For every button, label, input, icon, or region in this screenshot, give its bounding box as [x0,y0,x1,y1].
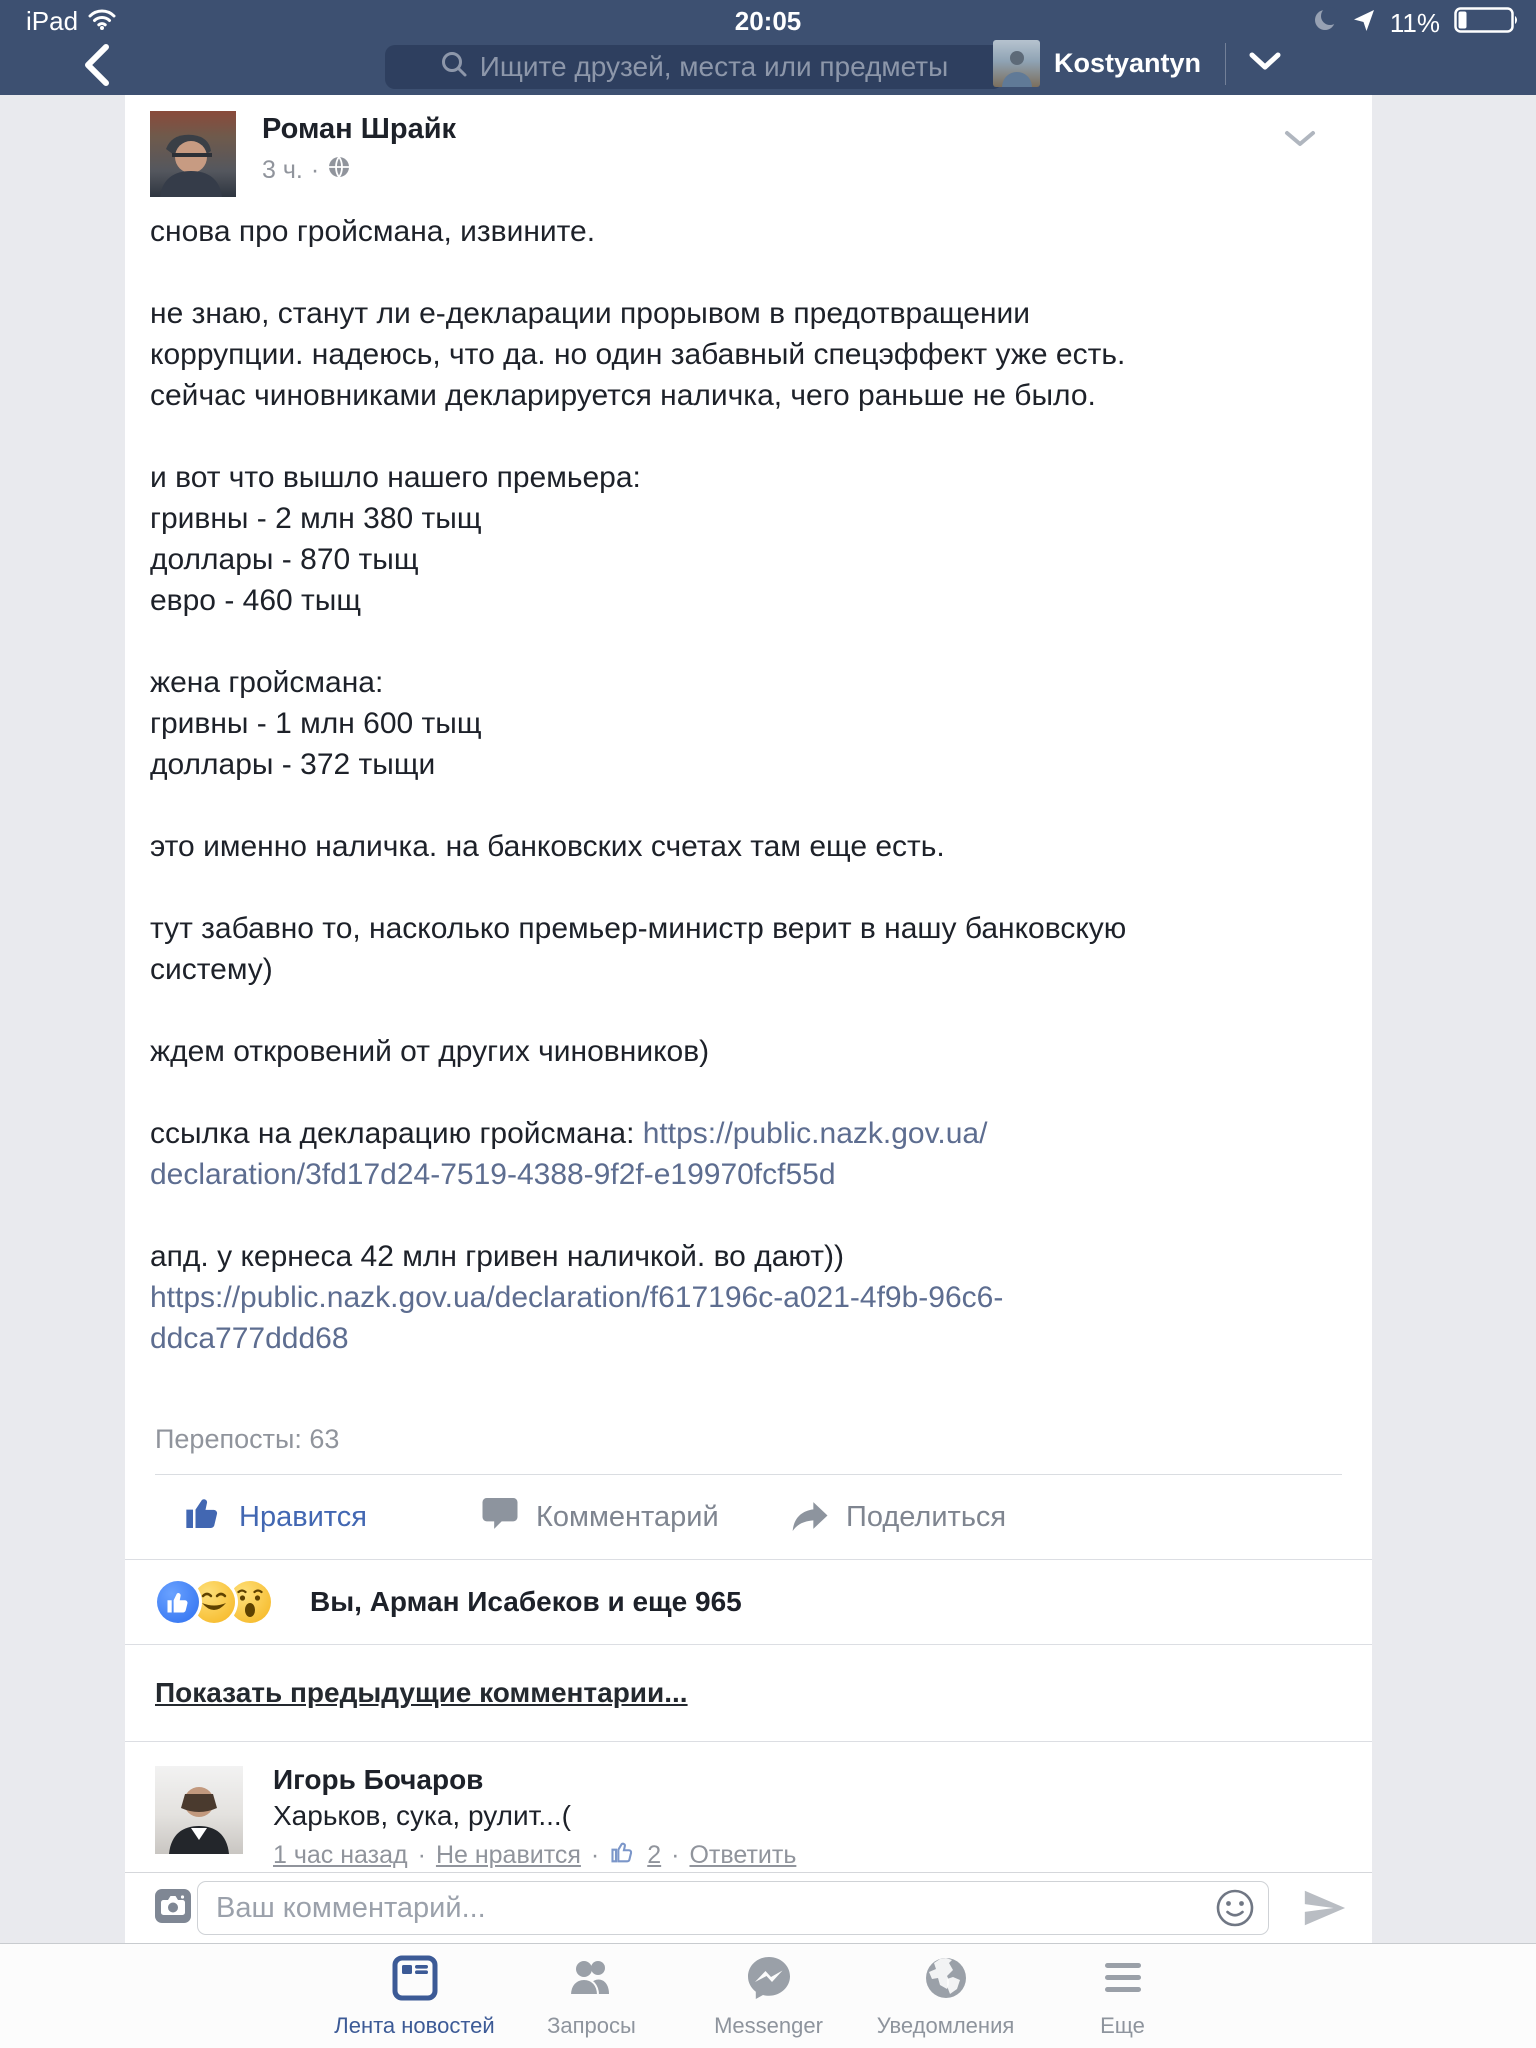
carrier-label: iPad [26,6,79,36]
reactions-text[interactable]: Вы, Арман Исабеков и еще 965 [310,1586,742,1617]
comment-composer [125,1872,1372,1944]
post-text-segment: ждем откровений от других чиновников) [150,1035,710,1068]
search-icon [440,50,468,85]
clock: 20:05 [734,6,802,36]
post-meta-separator: · [310,156,320,184]
post-card [125,95,1372,1944]
comment-like-thumb-icon [609,1838,637,1873]
share-arrow-icon [790,1493,830,1541]
comment-item [125,1742,1372,1887]
comment-button[interactable] [480,1475,719,1559]
battery-icon [1454,5,1520,42]
send-icon[interactable] [1301,1885,1347,1936]
chevron-down-icon[interactable] [1248,51,1282,76]
share-button[interactable] [790,1475,1006,1559]
post-text [125,197,1372,1359]
location-arrow-icon [1352,8,1376,39]
post-text-segment: ссылка на декларацию гройсмана: [150,1117,643,1150]
profile-avatar[interactable] [993,40,1040,87]
nav-divider [1225,43,1226,85]
comment-time-link[interactable]: 1 час назад [273,1841,408,1869]
like-button[interactable] [183,1475,367,1559]
profile-name: Kostyantyn [1054,48,1202,78]
show-previous-comments[interactable]: Показать предыдущие комментарии... [125,1645,1372,1742]
tab-notifications[interactable] [857,1944,1034,2048]
privacy-globe-icon [327,155,351,186]
post-text-segment: коррупции. надеюсь, что да. но один забавный спецэффект уже есть. [150,338,1126,371]
tab-notifications-label: Уведомления [876,2013,1015,2038]
comment-author-name[interactable]: Игорь Бочаров [273,1764,484,1795]
friend-requests-icon [568,1954,616,2007]
comment-dislike-link[interactable]: Не нравится [435,1841,581,1869]
search-placeholder: Ищите друзей, места или предметы [479,51,949,82]
post-text-segment: доллары - 372 тыщи [150,748,436,781]
reactions-summary[interactable] [125,1560,1372,1645]
post-text-segment: не знаю, станут ли е-декларации прорывом в предотвращении [150,297,1031,330]
bottom-tab-bar [0,1943,1536,2048]
wow-reaction-icon [229,1581,271,1623]
comment-reply-link[interactable]: Ответить [689,1841,797,1869]
post-text-segment: и вот что вышло нашего премьера: [150,461,641,494]
like-thumb-icon [183,1493,223,1541]
status-bar [0,0,1536,38]
post-text-segment: доллары - 870 тыщ [150,543,419,576]
post-time: 3 ч. [262,156,303,184]
post-text-segment: систему) [150,953,273,986]
haha-reaction-icon [193,1581,235,1623]
reposts-count[interactable]: Перепосты: 63 [155,1424,340,1454]
like-label: Нравится [239,1500,367,1533]
back-button[interactable] [78,42,118,88]
dnd-moon-icon [1312,7,1338,40]
tab-news-feed[interactable] [326,1944,503,2048]
tab-more-label: Еще [1100,2013,1145,2038]
post-options-chevron-icon[interactable] [1283,129,1317,154]
battery-percent-label: 11% [1389,8,1440,38]
post-header [150,111,1347,197]
tab-messenger-label: Messenger [714,2013,823,2038]
post-text-segment: это именно наличка. на банковских счетах там еще есть. [150,830,945,863]
tab-more[interactable] [1034,1944,1211,2048]
comment-bubble-icon [480,1493,520,1541]
share-label: Поделиться [846,1500,1007,1533]
search-input[interactable] [385,45,1003,89]
post-author-avatar[interactable] [150,111,236,197]
messenger-icon [745,1954,793,2007]
comment-meta: 1 час назад · Не нравится · 2 · Ответить [273,1838,796,1873]
comment-input[interactable] [197,1881,1269,1935]
post-link[interactable]: declaration/3fd17d24-7519-4388-9f2f-e19970fcf55d [150,1158,836,1191]
profile-menu[interactable] [993,40,1282,87]
hamburger-menu-icon [1099,1954,1147,2007]
comment-label: Комментарий [536,1500,719,1533]
post-text-segment: апд. у кернеса 42 млн гривен наличкой. во дают)) [150,1240,844,1273]
post-link[interactable]: https://public.nazk.gov.ua/declaration/f617196c-a021-4f9b-96c6- [150,1281,1004,1314]
post-text-segment: снова про гройсмана, извините. [150,215,596,248]
post-text-segment: тут забавно то, насколько премьер-министр верит в нашу банковскую [150,912,1127,945]
post-text-segment: жена гройсмана: [150,666,384,699]
post-text-segment: сейчас чиновниками декларируется наличка, чего раньше не было. [150,379,1096,412]
tab-messenger[interactable] [680,1944,857,2048]
post-link[interactable]: https://public.nazk.gov.ua/ [642,1117,988,1150]
post-meta [262,155,351,186]
like-reaction-icon [157,1581,199,1623]
globe-icon [922,1954,970,2007]
nav-bar [0,38,1536,95]
comment-text: Харьков, сука, рулит...( [273,1800,571,1831]
camera-icon[interactable] [155,1889,191,1928]
news-feed-icon [391,1954,439,2007]
post-link[interactable]: ddca777ddd68 [150,1322,349,1355]
comment-author-avatar[interactable] [155,1766,243,1854]
comment-like-count[interactable]: 2 [647,1841,662,1869]
post-text-segment: евро - 460 тыщ [150,584,362,617]
post-text-segment: гривны - 1 млн 600 тыщ [150,707,482,740]
tab-requests[interactable] [503,1944,680,2048]
app-header [0,0,1536,95]
tab-requests-label: Запросы [547,2013,636,2038]
post-author-name[interactable]: Роман Шрайк [262,113,457,145]
tab-news-feed-label: Лента новостей [334,2013,495,2038]
post-text-segment: гривны - 2 млн 380 тыщ [150,502,482,535]
post-action-bar [125,1475,1372,1560]
emoji-smiley-icon[interactable] [1213,1886,1257,1935]
